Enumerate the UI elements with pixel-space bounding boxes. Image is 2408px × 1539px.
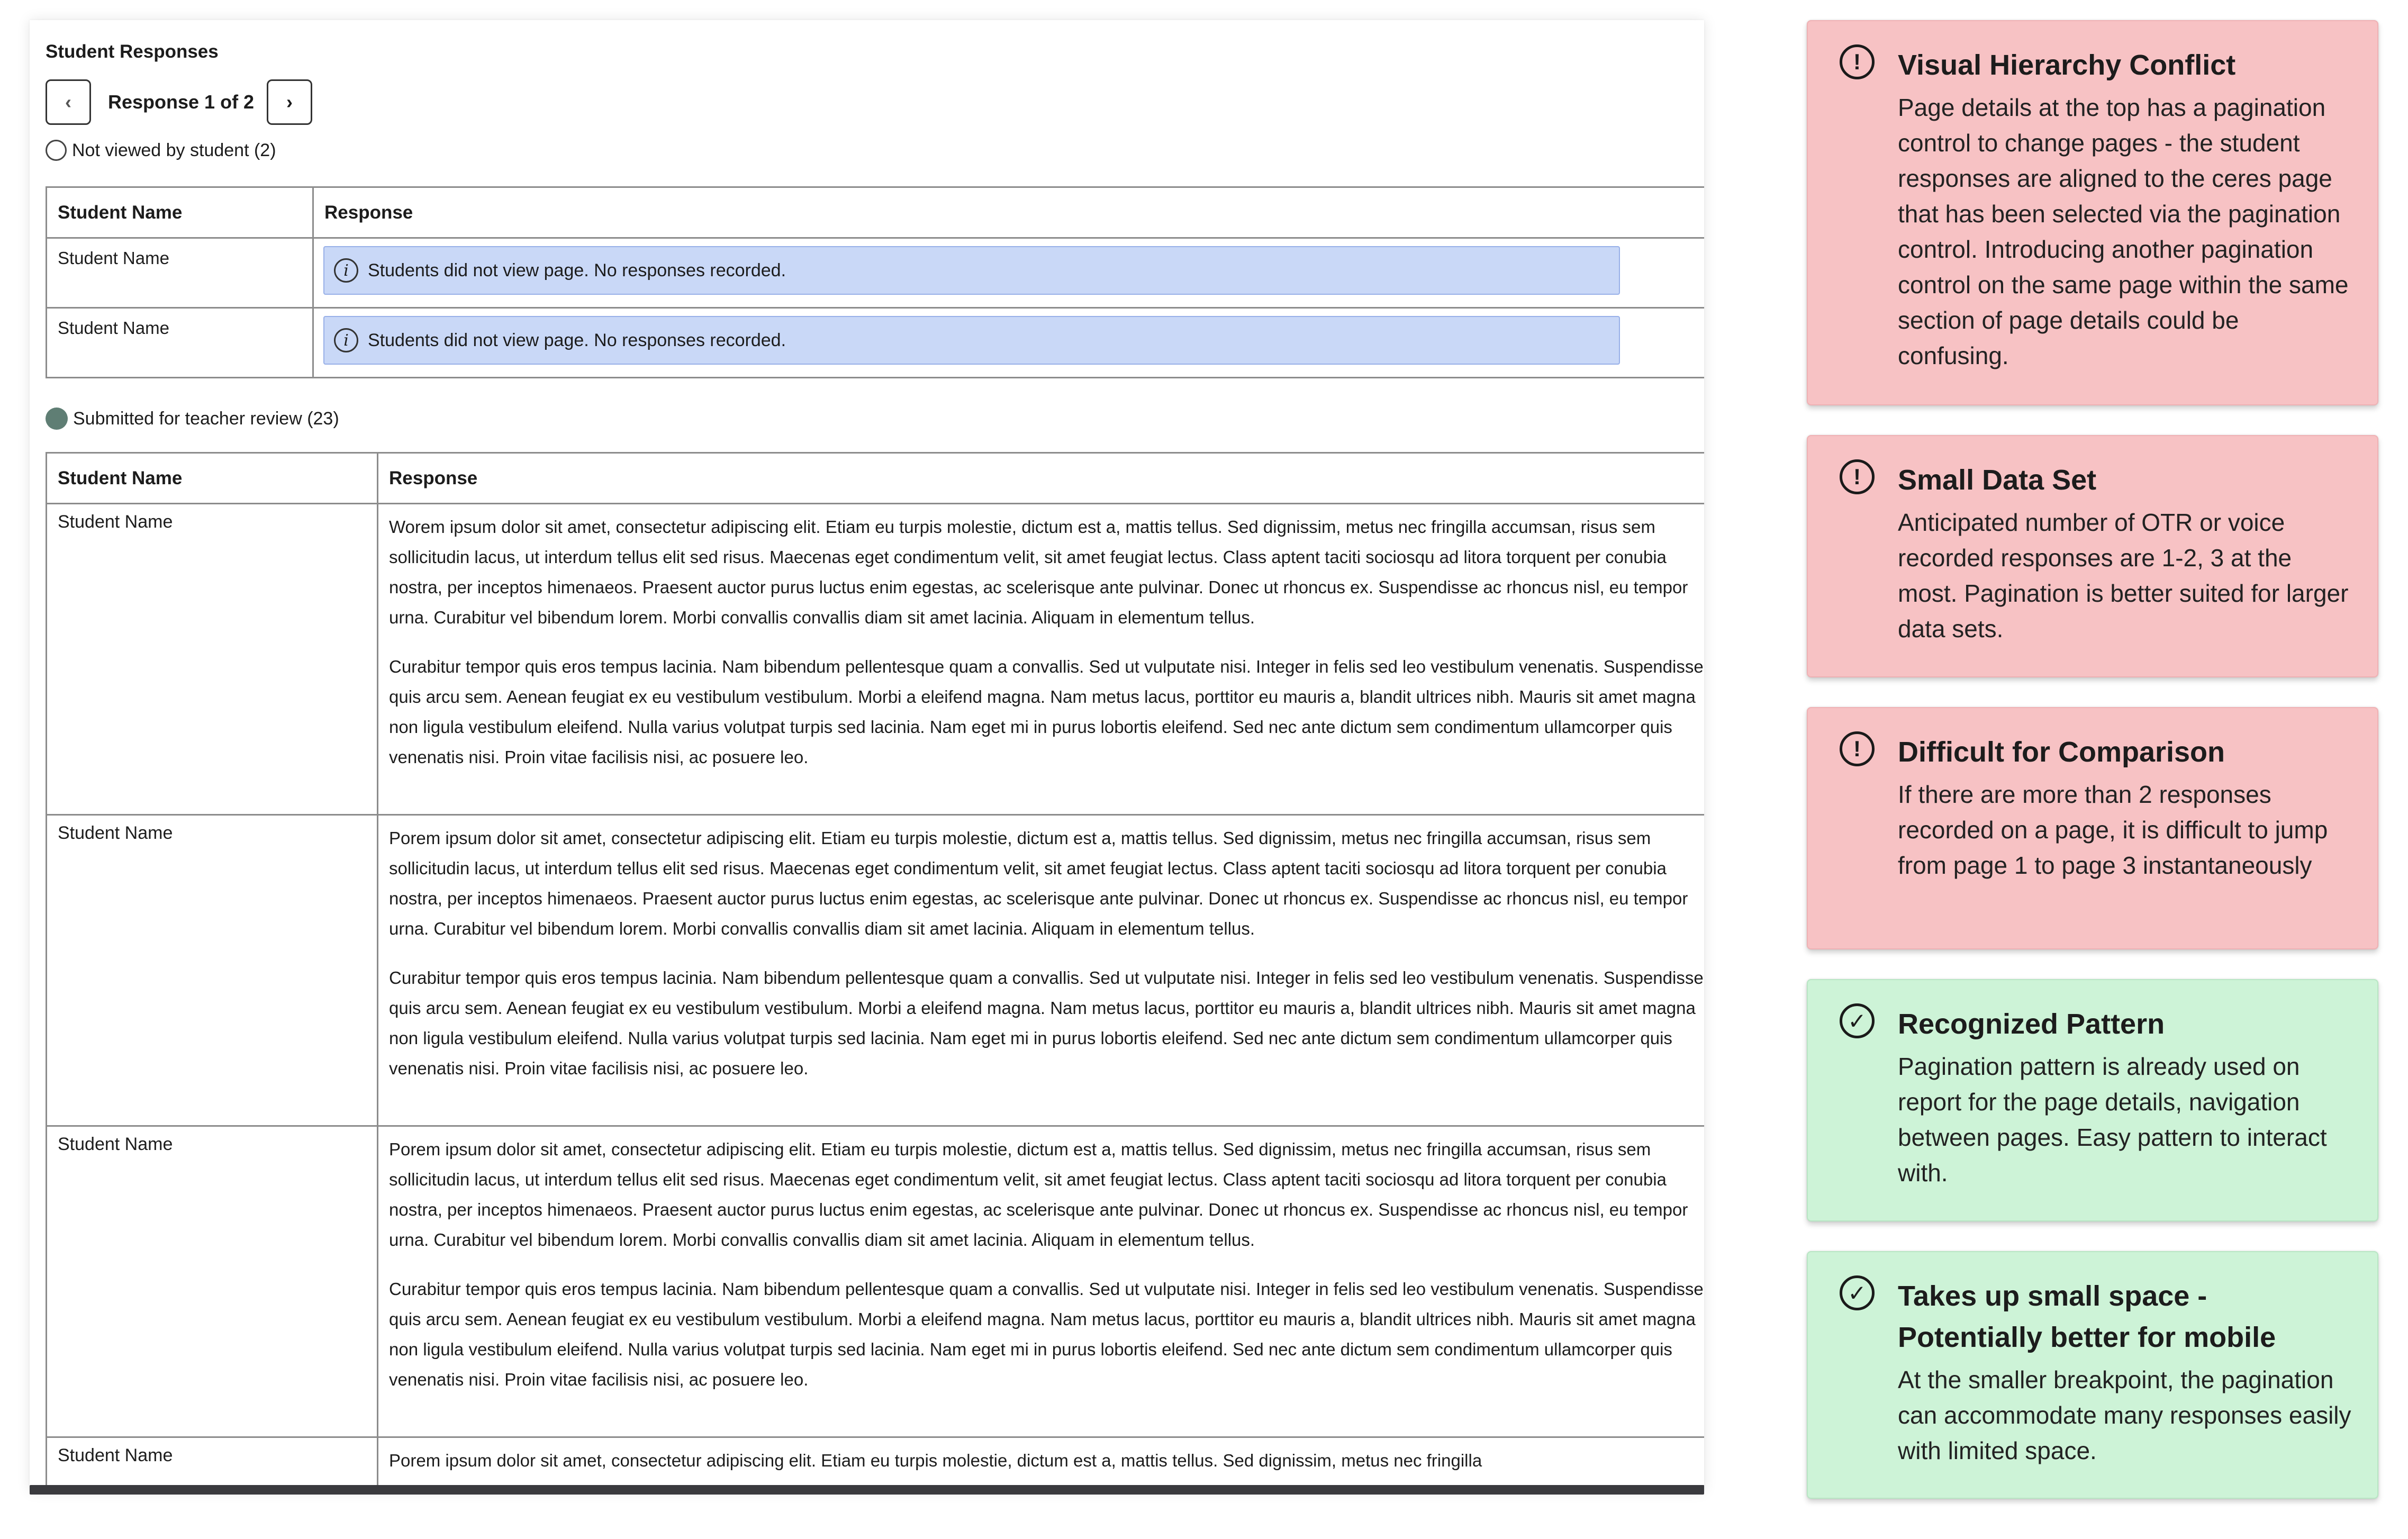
column-header: Student Name bbox=[47, 187, 313, 238]
card-title: Takes up small space - Potentially better for mobile bbox=[1898, 1280, 2276, 1353]
card-recognized-pattern bbox=[1807, 979, 2378, 1221]
response-cell bbox=[313, 308, 1705, 378]
table-header-row bbox=[47, 187, 1705, 238]
no-response-notice bbox=[323, 316, 1620, 365]
horizontal-scrollbar[interactable] bbox=[30, 1485, 1704, 1495]
response-paragraph: Porem ipsum dolor sit amet, consectetur adipiscing elit. Etiam eu turpis molestie, dictum est a, mattis tellus. Sed dignissim, metus nec fringilla accumsan, risus sem sollicitudin lacus, ut interdum tellus elit sed risus. Maecenas eget condimentum velit, sit amet feugiat lectus. Class aptent taciti sociosqu ad litora torquent per conubia nostra, per inceptos himenaeos. Praesent auctor purus luctus enim egestas, ac scelerisque ante pulvinar. Donec ut rhoncus ex. Suspendisse ac rhoncus nisl, eu tempor urna. Curabitur vel bibendum lorem. Morbi convallis convallis diam sit amet lacinia. Aliquam in elementum tellus. bbox=[389, 1139, 1688, 1250]
exclamation-circle-icon: ! bbox=[1840, 731, 1875, 766]
card-small-data-set bbox=[1807, 435, 2378, 677]
student-responses-panel bbox=[30, 20, 1704, 1491]
student-name-cell: Student Name bbox=[47, 238, 313, 308]
empty-circle-icon bbox=[46, 140, 67, 161]
response-cell bbox=[378, 1437, 1705, 1486]
chevron-left-icon: ‹ bbox=[65, 91, 71, 113]
column-header: Response bbox=[313, 187, 1705, 238]
response-paragraph: Curabitur tempor quis eros tempus lacinia. Nam bibendum pellentesque quam a convallis. Sed ut vulputate nisi. Integer in felis sed leo vestibulum venenatis. Suspendisse quis arcu sem. Aenean feugiat ex eu vestibulum vestibulum. Morbi a eleifend magna. Nam metus lacus, porttitor eu mauris a, blandit ultrices nibh. Mauris sit amet magna non ligula vestibulum eleifend. Nulla varius volutpat turpis sed lacinia. Nam eget mi in purus lobortis eleifend. Sed nec ante dictum sem condimentum ullamcorper quis venenatis nisi. Proin vitae facilisis nisi, ac posuere leo. bbox=[389, 968, 1704, 1078]
table-row bbox=[47, 238, 1705, 308]
table-header-row bbox=[47, 453, 1705, 504]
student-name-cell: Student Name bbox=[47, 1126, 378, 1437]
card-title: Difficult for Comparison bbox=[1898, 736, 2225, 768]
card-body: If there are more than 2 responses recorded on a page, it is difficult to jump from page 1 to page 3 instantaneously bbox=[1898, 781, 2328, 879]
card-body: Page details at the top has a pagination control to change pages - the student responses are aligned to the ceres page that has been selected via the pagination control. Introducing another pagination control on the same page within the same section of page details could be confusing. bbox=[1898, 94, 2349, 369]
card-title: Visual Hierarchy Conflict bbox=[1898, 49, 2236, 81]
card-body: At the smaller breakpoint, the pagination can accommodate many responses easily with limited space. bbox=[1898, 1366, 2351, 1464]
table-row bbox=[47, 1437, 1705, 1486]
submitted-status bbox=[46, 408, 339, 430]
response-cell bbox=[378, 1126, 1705, 1437]
info-icon: i bbox=[334, 328, 358, 352]
column-header: Student Name bbox=[47, 453, 378, 504]
card-body: Anticipated number of OTR or voice recorded responses are 1-2, 3 at the most. Pagination is better suited for larger data sets. bbox=[1898, 509, 2349, 642]
card-takes-up-small-space bbox=[1807, 1251, 2378, 1499]
exclamation-circle-icon: ! bbox=[1840, 44, 1875, 79]
table-row bbox=[47, 504, 1705, 815]
not-viewed-status bbox=[46, 140, 276, 161]
chevron-right-icon: › bbox=[286, 91, 293, 113]
info-icon: i bbox=[334, 258, 358, 283]
notice-text: Students did not view page. No responses recorded. bbox=[368, 330, 786, 350]
no-response-notice bbox=[323, 246, 1620, 295]
response-paragraph: Curabitur tempor quis eros tempus lacinia. Nam bibendum pellentesque quam a convallis. Sed ut vulputate nisi. Integer in felis sed leo vestibulum venenatis. Suspendisse quis arcu sem. Aenean feugiat ex eu vestibulum vestibulum. Morbi a eleifend magna. Nam metus lacus, porttitor eu mauris a, blandit ultrices nibh. Mauris sit amet magna non ligula vestibulum eleifend. Nulla varius volutpat turpis sed lacinia. Nam eget mi in purus lobortis eleifend. Sed nec ante dictum sem condimentum ullamcorper quis venenatis nisi. Proin vitae facilisis nisi, ac posuere leo. bbox=[389, 657, 1704, 767]
exclamation-circle-icon: ! bbox=[1840, 459, 1875, 494]
notice-text: Students did not view page. No responses recorded. bbox=[368, 260, 786, 280]
table-row bbox=[47, 815, 1705, 1126]
response-cell bbox=[313, 238, 1705, 308]
submitted-label: Submitted for teacher review (23) bbox=[73, 408, 339, 429]
response-paragraph: Curabitur tempor quis eros tempus lacinia. Nam bibendum pellentesque quam a convallis. Sed ut vulputate nisi. Integer in felis sed leo vestibulum venenatis. Suspendisse quis arcu sem. Aenean feugiat ex eu vestibulum vestibulum. Morbi a eleifend magna. Nam metus lacus, porttitor eu mauris a, blandit ultrices nibh. Mauris sit amet magna non ligula vestibulum eleifend. Nulla varius volutpat turpis sed lacinia. Nam eget mi in purus lobortis eleifend. Sed nec ante dictum sem condimentum ullamcorper quis venenatis nisi. Proin vitae facilisis nisi, ac posuere leo. bbox=[389, 1279, 1704, 1389]
response-paragraph: Worem ipsum dolor sit amet, consectetur adipiscing elit. Etiam eu turpis molestie, dictum est a, mattis tellus. Sed dignissim, metus nec fringilla accumsan, risus sem sollicitudin lacus, ut interdum tellus elit sed risus. Maecenas eget condimentum velit, sit amet feugiat lectus. Class aptent taciti sociosqu ad litora torquent per conubia nostra, per inceptos himenaeos. Praesent auctor purus luctus enim egestas, ac scelerisque ante pulvinar. Donec ut rhoncus ex. Suspendisse ac rhoncus nisl, eu tempor urna. Curabitur vel bibendum lorem. Morbi convallis convallis diam sit amet lacinia. Aliquam in elementum tellus. bbox=[389, 517, 1688, 627]
card-body: Pagination pattern is already used on report for the page details, navigation between pages. Easy pattern to interact with. bbox=[1898, 1053, 2327, 1187]
check-circle-icon: ✓ bbox=[1840, 1003, 1875, 1038]
response-paragraph: Porem ipsum dolor sit amet, consectetur adipiscing elit. Etiam eu turpis molestie, dictum est a, mattis tellus. Sed dignissim, metus nec fringilla bbox=[389, 1451, 1482, 1470]
not-viewed-table bbox=[46, 186, 1704, 378]
card-visual-hierarchy-conflict bbox=[1807, 20, 2378, 405]
table-row bbox=[47, 1126, 1705, 1437]
prev-response-button[interactable] bbox=[46, 79, 91, 125]
next-response-button[interactable] bbox=[267, 79, 312, 125]
response-paragraph: Porem ipsum dolor sit amet, consectetur adipiscing elit. Etiam eu turpis molestie, dictum est a, mattis tellus. Sed dignissim, metus nec fringilla accumsan, risus sem sollicitudin lacus, ut interdum tellus elit sed risus. Maecenas eget condimentum velit, sit amet feugiat lectus. Class aptent taciti sociosqu ad litora torquent per conubia nostra, per inceptos himenaeos. Praesent auctor purus luctus enim egestas, ac scelerisque ante pulvinar. Donec ut rhoncus ex. Suspendisse ac rhoncus nisl, eu tempor urna. Curabitur vel bibendum lorem. Morbi convallis convallis diam sit amet lacinia. Aliquam in elementum tellus. bbox=[389, 828, 1688, 938]
response-cell bbox=[378, 504, 1705, 815]
student-name-cell: Student Name bbox=[47, 1437, 378, 1486]
student-name-cell: Student Name bbox=[47, 308, 313, 378]
card-title: Recognized Pattern bbox=[1898, 1008, 2165, 1040]
card-difficult-for-comparison bbox=[1807, 707, 2378, 949]
table-row bbox=[47, 308, 1705, 378]
panel-title: Student Responses bbox=[46, 41, 219, 62]
column-header: Response bbox=[378, 453, 1705, 504]
pagination-label: Response 1 of 2 bbox=[108, 91, 255, 113]
student-name-cell: Student Name bbox=[47, 504, 378, 815]
not-viewed-label: Not viewed by student (2) bbox=[72, 140, 276, 160]
check-circle-icon: ✓ bbox=[1840, 1275, 1875, 1310]
submitted-table bbox=[46, 452, 1704, 1487]
filled-circle-icon bbox=[46, 408, 68, 430]
response-cell bbox=[378, 815, 1705, 1126]
student-name-cell: Student Name bbox=[47, 815, 378, 1126]
card-title: Small Data Set bbox=[1898, 464, 2097, 496]
